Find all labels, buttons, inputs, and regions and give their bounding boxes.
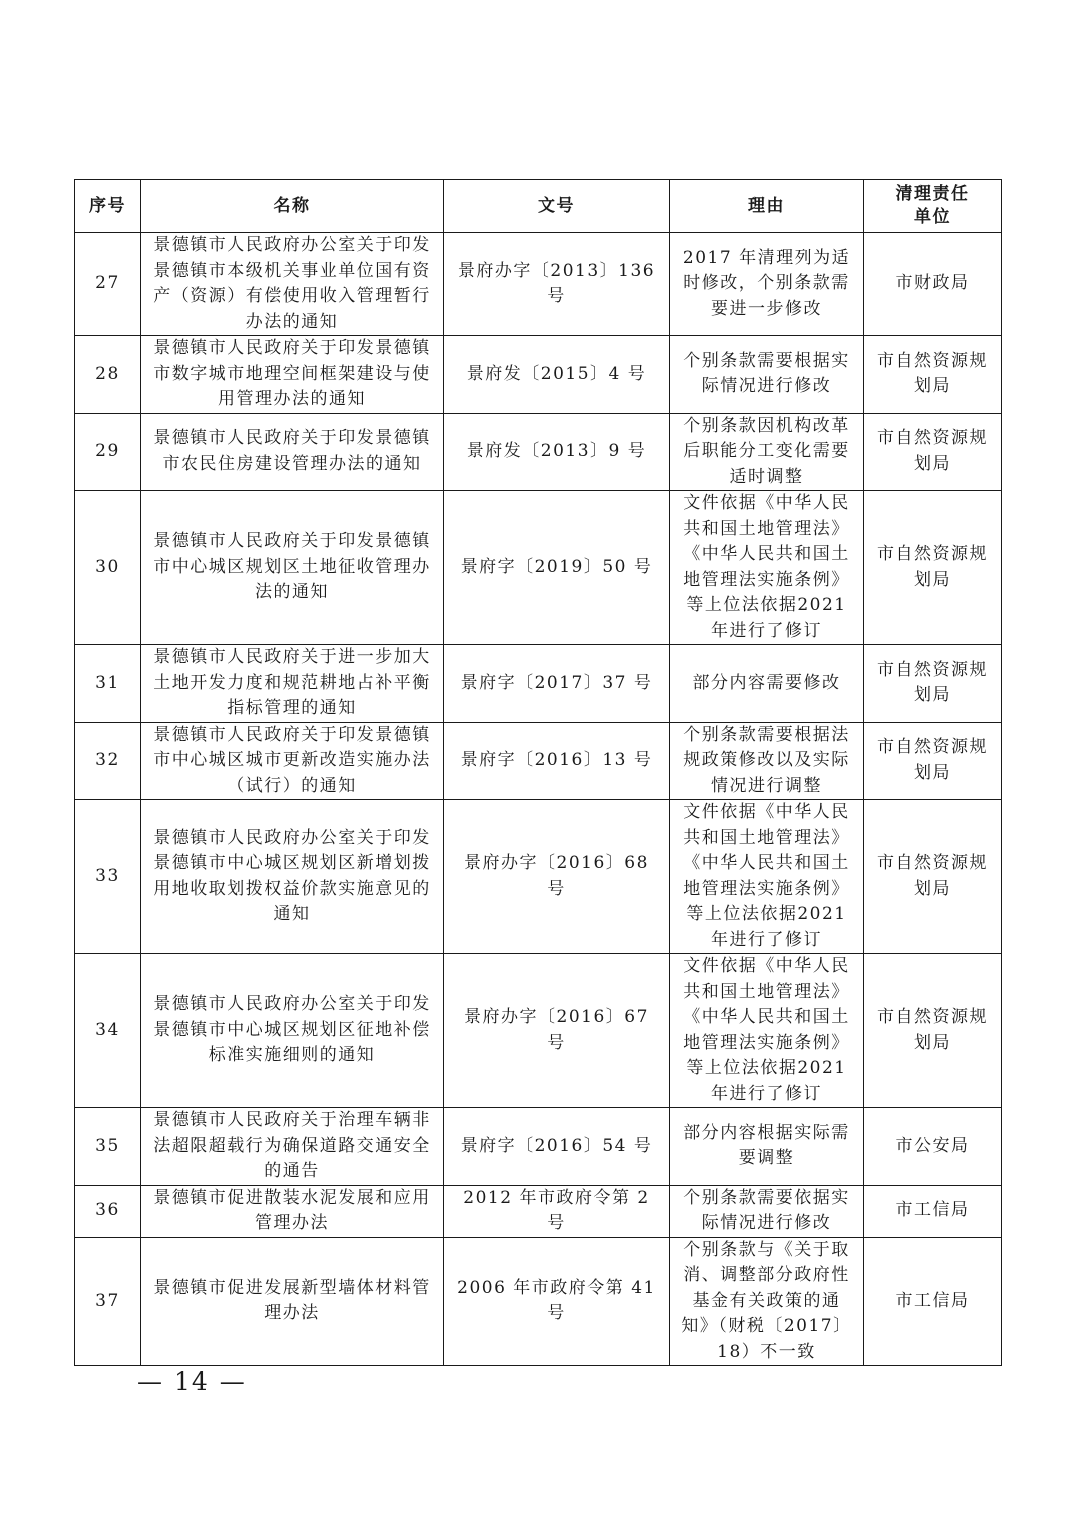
cell-reason: 文件依据《中华人民共和国土地管理法》《中华人民共和国土地管理法实施条例》等上位法依据2021 年进行了修订 [670, 491, 864, 645]
table-row [75, 645, 1002, 723]
cell-seq: 36 [75, 1185, 141, 1237]
table-row [75, 233, 1002, 336]
cell-seq: 35 [75, 1108, 141, 1186]
cell-name: 景德镇市人民政府办公室关于印发景德镇市中心城区规划区征地补偿标准实施细则的通知 [141, 954, 444, 1108]
cell-doc-no: 景府办字〔2016〕67 号 [444, 954, 670, 1108]
cell-reason: 文件依据《中华人民共和国土地管理法》《中华人民共和国土地管理法实施条例》等上位法依据2021 年进行了修订 [670, 954, 864, 1108]
cell-seq: 31 [75, 645, 141, 723]
cell-doc-no: 景府字〔2016〕13 号 [444, 722, 670, 800]
cell-doc-no: 景府发〔2015〕4 号 [444, 336, 670, 414]
cell-unit: 市自然资源规划局 [864, 645, 1002, 723]
cell-doc-no: 景府办字〔2013〕136 号 [444, 233, 670, 336]
cell-reason: 文件依据《中华人民共和国土地管理法》《中华人民共和国土地管理法实施条例》等上位法依据2021 年进行了修订 [670, 800, 864, 954]
cell-name: 景德镇市人民政府关于印发景德镇市中心城区城市更新改造实施办法（试行）的通知 [141, 722, 444, 800]
header-unit: 清理责任单位 [864, 180, 1002, 233]
page-number: — 14 — [137, 1367, 247, 1396]
cell-doc-no: 景府字〔2019〕50 号 [444, 491, 670, 645]
table-row [75, 1108, 1002, 1186]
cell-name: 景德镇市人民政府关于印发景德镇市中心城区规划区土地征收管理办法的通知 [141, 491, 444, 645]
cell-unit: 市工信局 [864, 1237, 1002, 1366]
cell-unit: 市公安局 [864, 1108, 1002, 1186]
cell-doc-no: 2012 年市政府令第 2 号 [444, 1185, 670, 1237]
cell-reason: 个别条款与《关于取消、调整部分政府性基金有关政策的通知》（财税〔2017〕18）不一致 [670, 1237, 864, 1366]
cell-seq: 32 [75, 722, 141, 800]
cell-name: 景德镇市促进散装水泥发展和应用管理办法 [141, 1185, 444, 1237]
cell-reason: 部分内容根据实际需要调整 [670, 1108, 864, 1186]
cell-seq: 27 [75, 233, 141, 336]
table-row [75, 413, 1002, 491]
cell-seq: 30 [75, 491, 141, 645]
cell-name: 景德镇市促进发展新型墙体材料管理办法 [141, 1237, 444, 1366]
cell-name: 景德镇市人民政府关于治理车辆非法超限超载行为确保道路交通安全的通告 [141, 1108, 444, 1186]
cell-name: 景德镇市人民政府办公室关于印发景德镇市中心城区规划区新增划拨用地收取划拨权益价款实施意见的通知 [141, 800, 444, 954]
cell-doc-no: 景府字〔2016〕54 号 [444, 1108, 670, 1186]
cell-seq: 29 [75, 413, 141, 491]
cell-reason: 个别条款因机构改革后职能分工变化需要适时调整 [670, 413, 864, 491]
table-row [75, 1185, 1002, 1237]
cell-doc-no: 景府字〔2017〕37 号 [444, 645, 670, 723]
cell-doc-no: 景府发〔2013〕9 号 [444, 413, 670, 491]
cell-unit: 市自然资源规划局 [864, 954, 1002, 1108]
cell-doc-no: 景府办字〔2016〕68 号 [444, 800, 670, 954]
cell-doc-no: 2006 年市政府令第 41 号 [444, 1237, 670, 1366]
cell-name: 景德镇市人民政府关于印发景德镇市农民住房建设管理办法的通知 [141, 413, 444, 491]
cell-reason: 个别条款需要根据实际情况进行修改 [670, 336, 864, 414]
cell-reason: 2017 年清理列为适时修改，个别条款需要进一步修改 [670, 233, 864, 336]
table-row [75, 722, 1002, 800]
header-name: 名称 [141, 180, 444, 233]
header-reason: 理由 [670, 180, 864, 233]
cell-unit: 市自然资源规划局 [864, 800, 1002, 954]
cell-seq: 34 [75, 954, 141, 1108]
table-row [75, 1237, 1002, 1366]
cell-reason: 个别条款需要根据法规政策修改以及实际情况进行调整 [670, 722, 864, 800]
cell-unit: 市自然资源规划局 [864, 336, 1002, 414]
cell-seq: 28 [75, 336, 141, 414]
header-doc-no: 文号 [444, 180, 670, 233]
table-row [75, 336, 1002, 414]
cell-seq: 33 [75, 800, 141, 954]
cell-seq: 37 [75, 1237, 141, 1366]
cell-unit: 市工信局 [864, 1185, 1002, 1237]
cell-reason: 个别条款需要依据实际情况进行修改 [670, 1185, 864, 1237]
cell-name: 景德镇市人民政府关于进一步加大土地开发力度和规范耕地占补平衡指标管理的通知 [141, 645, 444, 723]
table-row [75, 491, 1002, 645]
document-table [74, 179, 1002, 1366]
cell-unit: 市自然资源规划局 [864, 491, 1002, 645]
table-header-row [75, 180, 1002, 233]
cell-name: 景德镇市人民政府关于印发景德镇市数字城市地理空间框架建设与使用管理办法的通知 [141, 336, 444, 414]
cell-reason: 部分内容需要修改 [670, 645, 864, 723]
cell-unit: 市自然资源规划局 [864, 722, 1002, 800]
cell-unit: 市财政局 [864, 233, 1002, 336]
header-seq: 序号 [75, 180, 141, 233]
cell-name: 景德镇市人民政府办公室关于印发景德镇市本级机关事业单位国有资产（资源）有偿使用收入管理暂行办法的通知 [141, 233, 444, 336]
table-row [75, 954, 1002, 1108]
table-row [75, 800, 1002, 954]
cell-unit: 市自然资源规划局 [864, 413, 1002, 491]
